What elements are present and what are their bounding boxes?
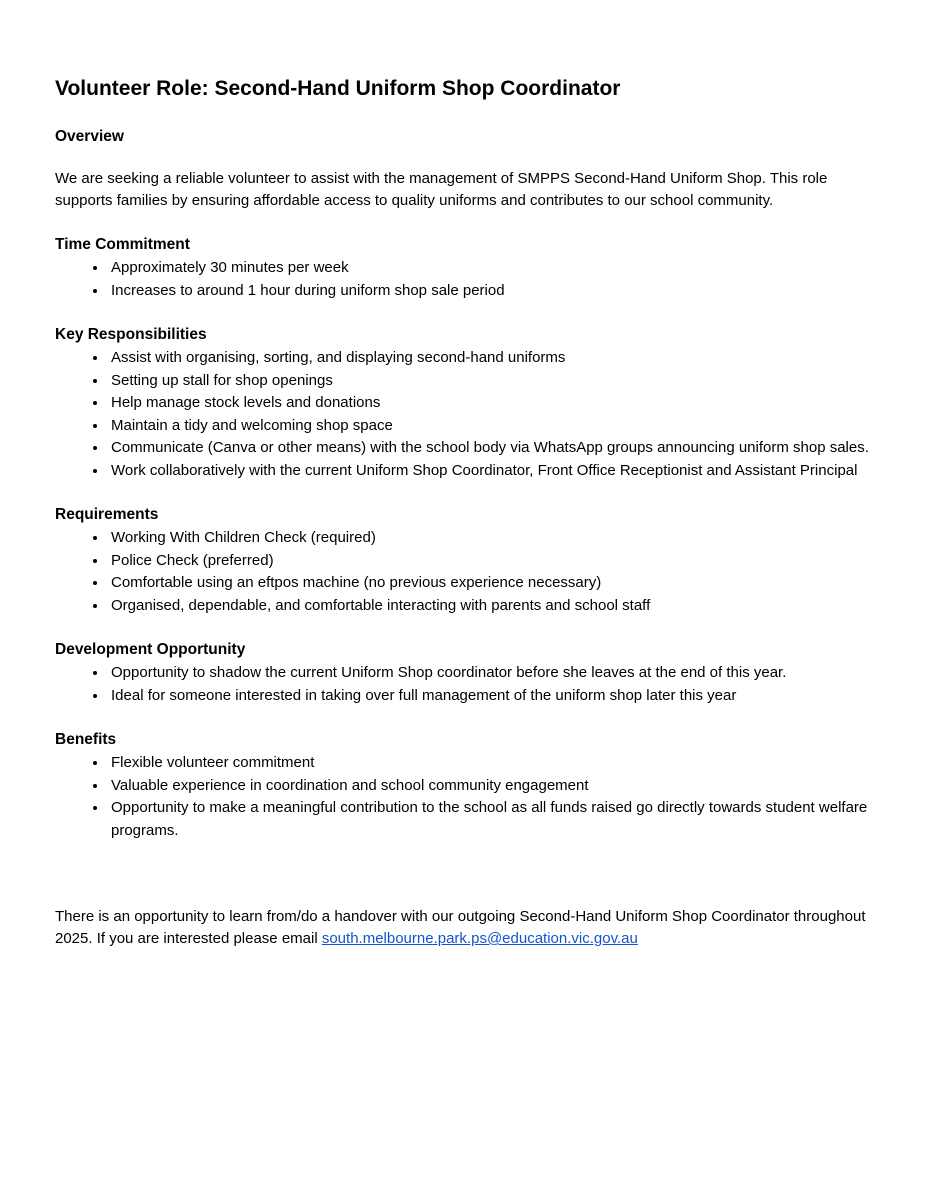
- section-heading-development-opportunity: Development Opportunity: [55, 641, 246, 658]
- list-item: • Working With Children Check (required): [108, 527, 872, 550]
- list-item: • Police Check (preferred): [108, 550, 872, 573]
- list-item: • Work collaboratively with the current Uniform Shop Coordinator, Front Office Receptionist and Assistant Principal: [108, 460, 872, 483]
- list-item: • Approximately 30 minutes per week: [108, 257, 872, 280]
- list-item: • Flexible volunteer commitment: [108, 752, 872, 775]
- development-opportunity-list: [55, 662, 872, 707]
- list-item: • Assist with organising, sorting, and displaying second-hand uniforms: [108, 347, 872, 370]
- benefits-list: [55, 752, 872, 842]
- key-responsibilities-list: [55, 347, 872, 482]
- list-item: • Ideal for someone interested in taking over full management of the uniform shop later this year: [108, 685, 872, 708]
- page-title: Volunteer Role: Second-Hand Uniform Shop Coordinator: [55, 77, 621, 100]
- list-item: • Organised, dependable, and comfortable interacting with parents and school staff: [108, 595, 872, 618]
- list-item: • Communicate (Canva or other means) with the school body via WhatsApp groups announcing uniform shop sales.: [108, 437, 872, 460]
- section-heading-key-responsibilities: Key Responsibilities: [55, 326, 207, 343]
- section-key-responsibilities: [55, 324, 872, 482]
- email-link[interactable]: south.melbourne.park.ps@education.vic.gov.au: [321, 930, 638, 947]
- list-item: • Opportunity to shadow the current Uniform Shop coordinator before she leaves at the end of this year.: [108, 662, 872, 685]
- closing-paragraph: [55, 906, 872, 950]
- closing-text: There is an opportunity to learn from/do a handover with our outgoing Second-Hand Uniform Shop Coordinator throughout 2025. If you are interested please email: [55, 908, 866, 947]
- section-overview: [55, 126, 872, 212]
- list-item: • Valuable experience in coordination and school community engagement: [108, 775, 872, 798]
- section-time-commitment: [55, 234, 872, 302]
- section-requirements: [55, 504, 872, 617]
- section-heading-benefits: Benefits: [55, 731, 117, 748]
- list-item: • Setting up stall for shop openings: [108, 370, 872, 393]
- list-item: • Increases to around 1 hour during uniform shop sale period: [108, 280, 872, 303]
- section-heading-requirements: Requirements: [55, 506, 159, 523]
- time-commitment-list: [55, 257, 872, 302]
- section-heading-overview: Overview: [55, 128, 124, 145]
- section-heading-time-commitment: Time Commitment: [55, 236, 190, 253]
- section-benefits: [55, 729, 872, 842]
- overview-paragraph: We are seeking a reliable volunteer to assist with the management of SMPPS Second-Hand Uniform Shop. This role supports families by ensuring affordable access to quality uniforms and contributes to our school community.: [55, 170, 828, 209]
- requirements-list: [55, 527, 872, 617]
- section-development-opportunity: [55, 639, 872, 707]
- list-item: • Opportunity to make a meaningful contribution to the school as all funds raised go directly towards student welfare programs.: [108, 797, 872, 842]
- list-item: • Help manage stock levels and donations: [108, 392, 872, 415]
- list-item: • Maintain a tidy and welcoming shop space: [108, 415, 872, 438]
- list-item: • Comfortable using an eftpos machine (no previous experience necessary): [108, 572, 872, 595]
